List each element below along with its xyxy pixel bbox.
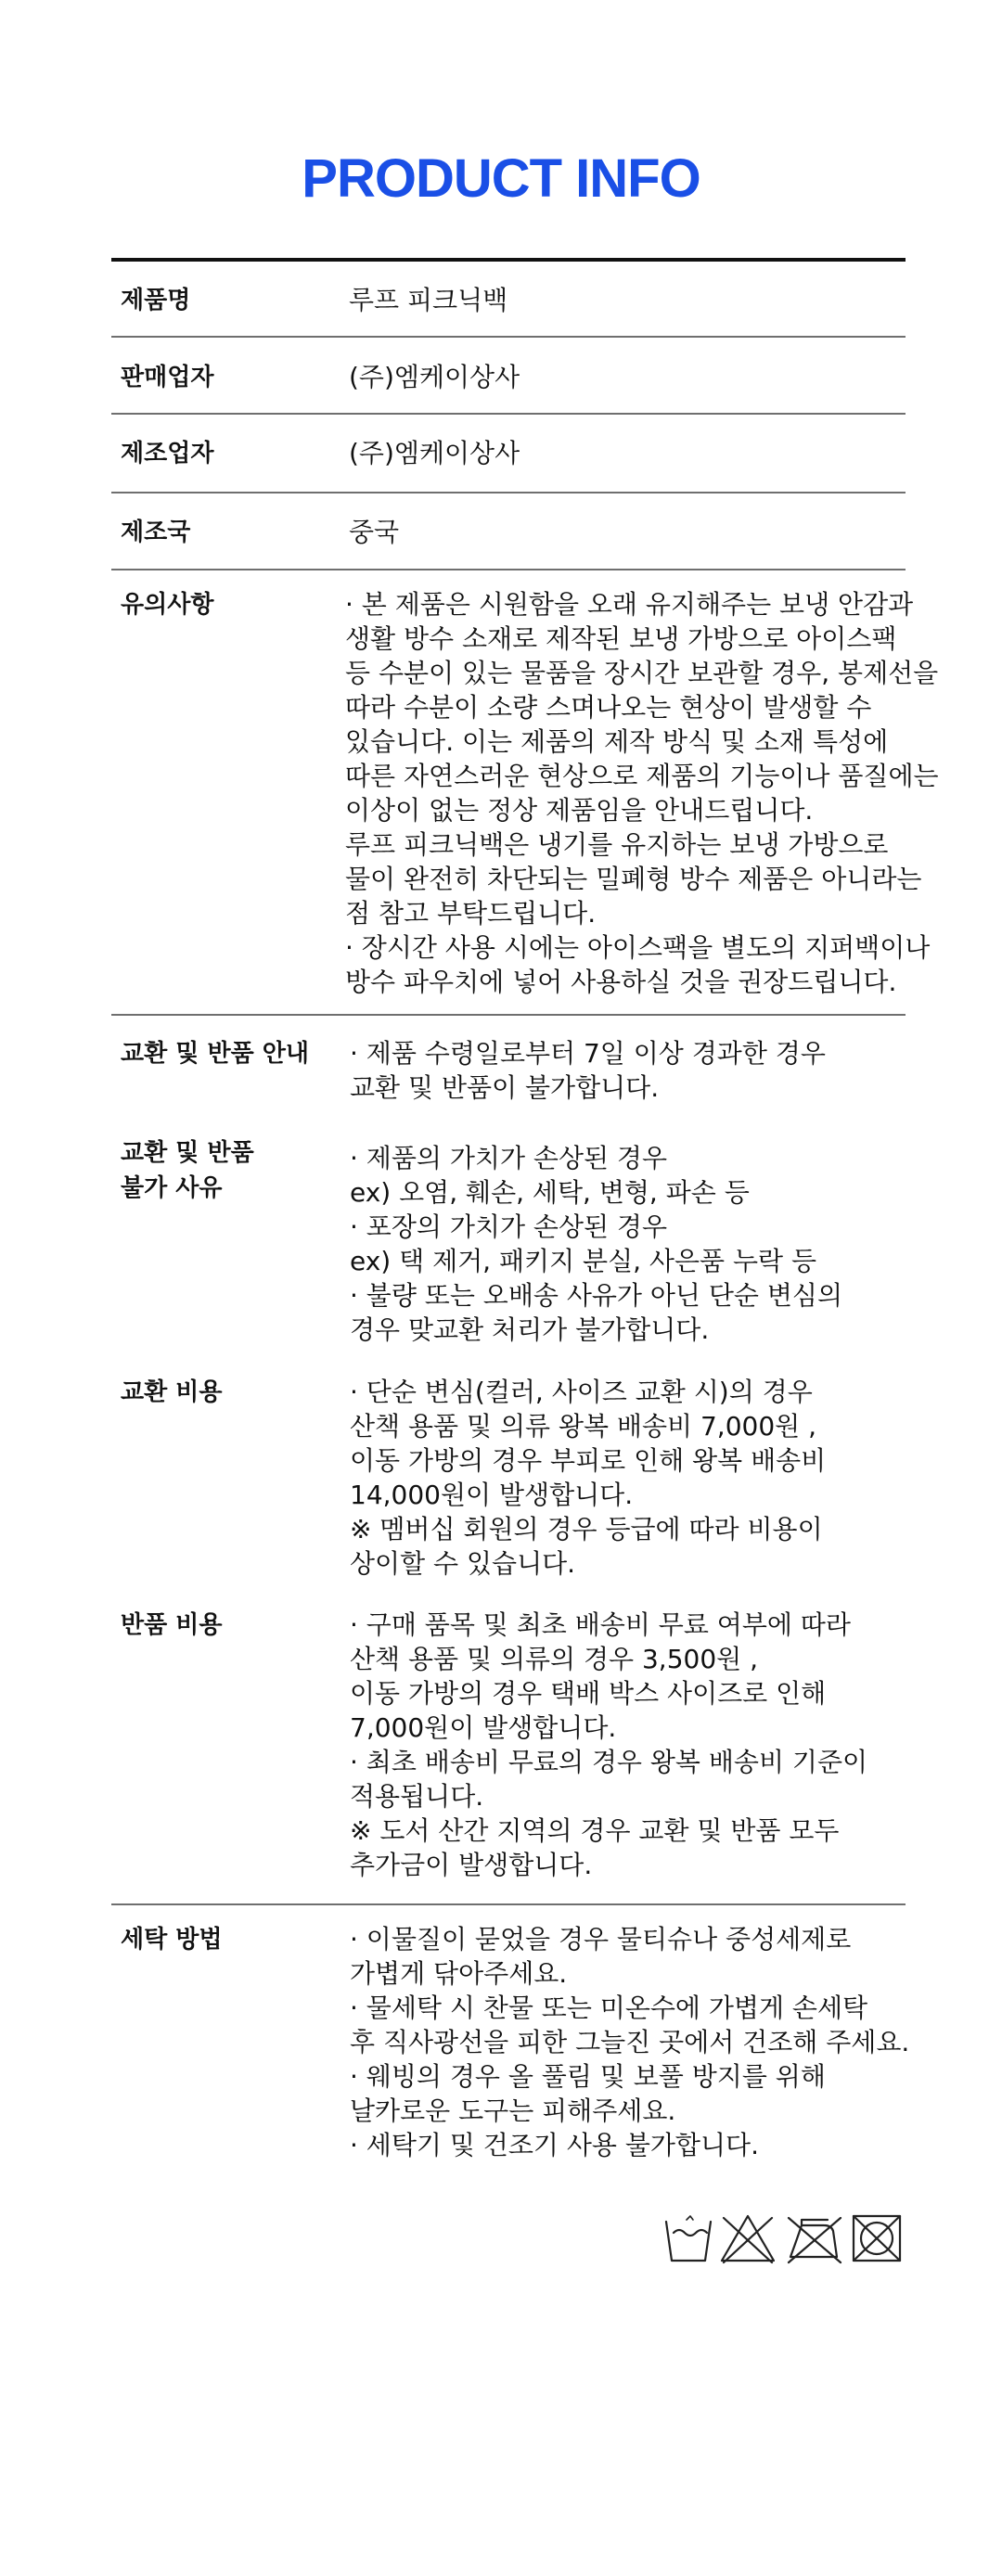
text-line: 따른 자연스러운 현상으로 제품의 기능이나 품질에는 [345,761,939,791]
text-line: ※ 멤버십 회원의 경우 등급에 따라 비용이 [350,1514,823,1544]
text-line: 교환 및 반품이 불가합니다. [350,1072,660,1103]
exchange-cost-label: 교환 비용 [121,1378,223,1406]
exchange-cost-text [350,1375,944,1581]
text-line: · 포장의 가치가 손상된 경우 [350,1211,668,1242]
text-line: 생활 방수 소재로 제작된 보냉 가방으로 아이스팩 [345,623,897,654]
text-line: 이동 가방의 경우 택배 박스 사이즈로 인해 [350,1678,827,1709]
text-line: · 장시간 사용 시에는 아이스팩을 별도의 지퍼백이나 [345,932,931,963]
row-divider [111,336,906,338]
text-line: 경우 맞교환 처리가 불가합니다. [350,1314,710,1345]
exchange-reasons-label-line1: 교환 및 반품 [121,1139,254,1167]
text-line: · 물세탁 시 찬물 또는 미온수에 가볍게 손세탁 [350,1993,868,2023]
notice-text [345,587,939,999]
row-label-manufacturer: 제조업자 [121,440,214,468]
row-value-origin: 중국 [349,517,400,547]
section-divider [111,1014,906,1016]
text-line: 물이 완전히 차단되는 밀폐형 방수 제품은 아니라는 [345,864,922,894]
exchange-reasons-text [350,1141,944,1347]
washing-label: 세탁 방법 [121,1926,223,1954]
text-line: 이상이 없는 정상 제품임을 안내드립니다. [345,795,814,826]
text-line: · 단순 변심(컬러, 사이즈 교환 시)의 경우 [350,1377,813,1407]
notice-label: 유의사항 [121,591,214,619]
row-label-product-name: 제품명 [121,287,191,314]
care-icons [662,2211,906,2266]
text-line: ex) 택 제거, 패키지 분실, 사은품 누락 등 [350,1246,817,1276]
text-line: 14,000원이 발생합니다. [350,1480,634,1510]
row-label-origin: 제조국 [121,519,191,546]
row-value-seller: (주)엠케이상사 [349,362,520,392]
text-line: 등 수분이 있는 물품을 장시간 보관할 경우, 봉제선을 [345,658,939,688]
text-line: 가볍게 닦아주세요. [350,1958,568,1989]
text-line: 후 직사광선을 피한 그늘진 곳에서 건조해 주세요. [350,2027,910,2057]
washing-text [350,1922,944,2162]
text-line: · 세탁기 및 건조기 사용 불가합니다. [350,2130,759,2160]
text-line: · 최초 배송비 무료의 경우 왕복 배송비 기준이 [350,1747,868,1777]
return-cost-text [350,1608,944,1882]
text-line: · 웨빙의 경우 올 풀림 및 보풀 방지를 위해 [350,2061,826,2092]
text-line: 상이할 수 있습니다. [350,1548,576,1579]
return-cost-label: 반품 비용 [121,1611,223,1639]
text-line: ex) 오염, 훼손, 세탁, 변형, 파손 등 [350,1177,750,1208]
text-line: 루프 피크닉백은 냉기를 유지하는 보냉 가방으로 [345,829,889,860]
text-line: 적용됩니다. [350,1781,484,1812]
row-value-product-name: 루프 피크닉백 [349,285,508,315]
text-line: · 이물질이 묻었을 경우 물티슈나 중성세제로 [350,1924,852,1954]
text-line: 점 참고 부탁드립니다. [345,898,597,929]
section-divider [111,1903,906,1905]
row-divider [111,413,906,415]
text-line: 따라 수분이 소량 스며나오는 현상이 발생할 수 [345,692,872,723]
hand-wash-icon [666,2216,711,2261]
text-line: · 본 제품은 시원함을 오래 유지해주는 보냉 안감과 [345,589,914,620]
table-top-rule [111,258,906,262]
row-value-manufacturer: (주)엠케이상사 [349,438,520,468]
text-line: · 제품의 가치가 손상된 경우 [350,1143,668,1173]
text-line: 방수 파우치에 넣어 사용하실 것을 권장드립니다. [345,967,897,997]
row-divider [111,492,906,493]
text-line: 산책 용품 및 의류의 경우 3,500원 , [350,1644,758,1674]
text-line: 추가금이 발생합니다. [350,1850,593,1880]
text-line: · 불량 또는 오배송 사유가 아닌 단순 변심의 [350,1280,843,1311]
row-divider [111,569,906,570]
page-title: PRODUCT INFO [302,148,700,209]
text-line: 있습니다. 이는 제품의 제작 방식 및 소재 특성에 [345,726,889,757]
text-line: 날카로운 도구는 피해주세요. [350,2095,676,2126]
do-not-iron-icon [789,2218,841,2262]
text-line: ※ 도서 산간 지역의 경우 교환 및 반품 모두 [350,1815,840,1846]
exchange-reasons-label-line2: 불가 사유 [121,1174,223,1202]
text-line: 7,000원이 발생합니다. [350,1712,617,1743]
do-not-tumble-dry-icon [854,2216,900,2261]
text-line: · 구매 품목 및 최초 배송비 무료 여부에 따라 [350,1609,851,1640]
exchange-guide-text [350,1036,944,1105]
text-line: 산책 용품 및 의류 왕복 배송비 7,000원 , [350,1411,816,1442]
row-label-seller: 판매업자 [121,364,214,391]
text-line: 이동 가방의 경우 부피로 인해 왕복 배송비 [350,1445,827,1476]
text-line: · 제품 수령일로부터 7일 이상 경과한 경우 [350,1038,826,1069]
exchange-guide-label: 교환 및 반품 안내 [121,1040,309,1068]
do-not-bleach-icon [722,2216,774,2262]
